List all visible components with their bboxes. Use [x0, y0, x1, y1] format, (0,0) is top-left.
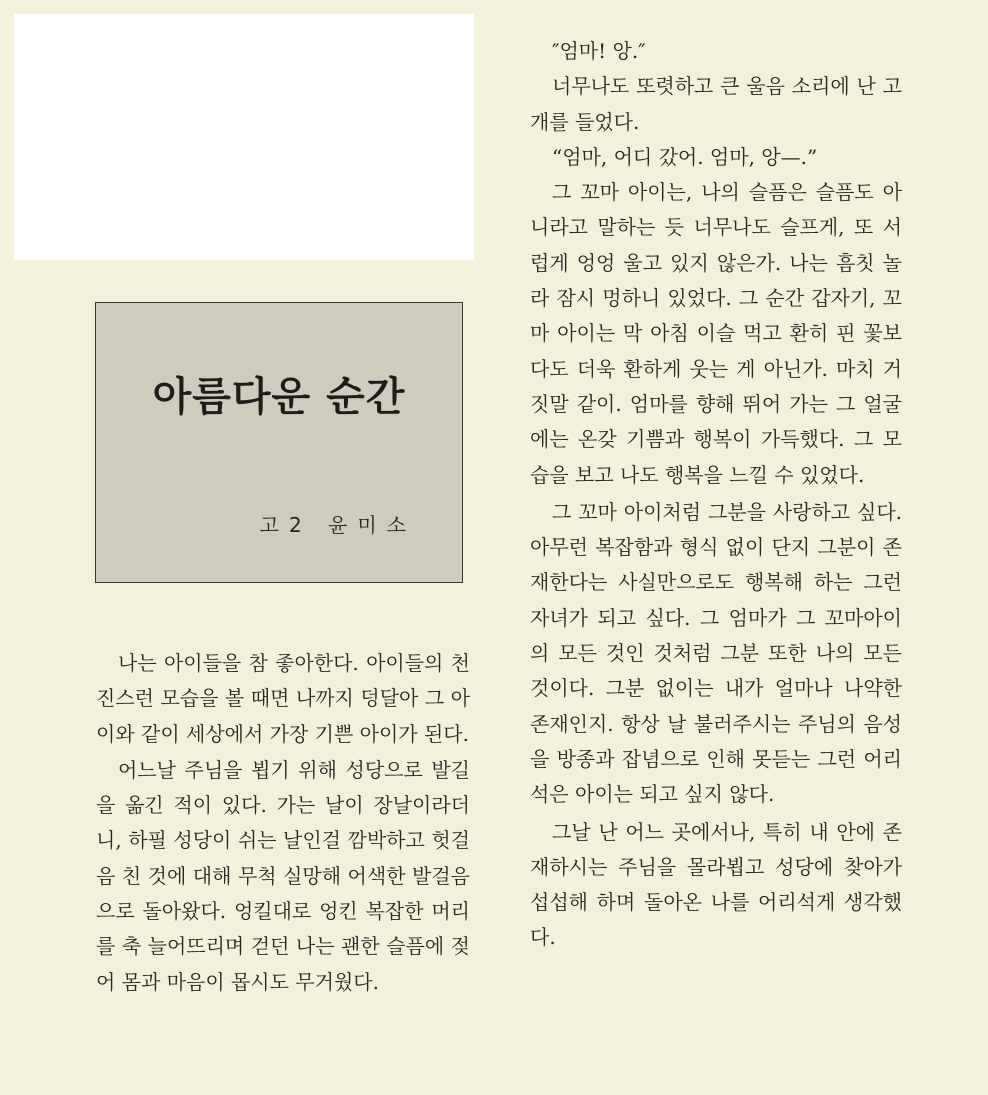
- paragraph: 너무나도 또렷하고 큰 울음 소리에 난 고개를 들었다.: [530, 74, 902, 134]
- paragraph: “엄마, 어디 갔어. 엄마, 앙—.”: [552, 144, 818, 169]
- paragraph: 어느날 주님을 뵙기 위해 성당으로 발길을 옮긴 적이 있다. 가는 날이 장날이라더니, 하필 성당이 쉬는 날인걸 깜박하고 헛걸음 친 것에 대해 무척 실망해 어색한 발걸음으로 돌아왔다. 엉킬대로 엉킨 복잡한 머리를 축 늘어뜨리며 걷던 나는 괜한 슬픔에 젖어 몸과 마음이 몹시도 무거웠다.: [96, 757, 470, 994]
- paragraph: 그날 난 어느 곳에서나, 특히 내 안에 존재하시는 주님을 몰라뵙고 성당에 찾아가 섭섭해 하며 돌아온 나를 어리석게 생각했다.: [530, 819, 902, 950]
- paragraph: 나는 아이들을 참 좋아한다. 아이들의 천진스런 모습을 볼 때면 나까지 덩달아 그 아이와 같이 세상에서 가장 기쁜 아이가 된다.: [96, 651, 470, 746]
- right-text-column: [530, 34, 902, 956]
- blank-image-area: [14, 14, 474, 260]
- left-text-column: [96, 646, 470, 1000]
- paragraph: 그 꼬마 아이는, 나의 슬픔은 슬픔도 아니라고 말하는 듯 너무나도 슬프게, 또 서럽게 엉엉 울고 있지 않은가. 나는 흠칫 놀라 잠시 멍하니 있었다. 그 순간 갑자기, 꼬마 아이는 막 아침 이슬 먹고 환히 핀 꽃보다도 더욱 환하게 웃는 게 아닌가. 마치 거짓말 같이. 엄마를 향해 뛰어 가는 그 얼굴에는 온갖 기쁨과 행복이 가득했다. 그 모습을 보고 나도 행복을 느낄 수 있었다.: [530, 180, 902, 487]
- author-byline: 고2 윤미소: [259, 513, 416, 537]
- paragraph: 그 꼬마 아이처럼 그분을 사랑하고 싶다. 아무런 복잡함과 형식 없이 단지 그분이 존재한다는 사실만으로도 행복해 하는 그런 자녀가 되고 싶다. 그 엄마가 그 꼬마아이의 모든 것인 것처럼 그분 또한 나의 모든 것이다. 그분 없이는 내가 얼마나 나약한 존재인지. 항상 날 불러주시는 주님의 음성을 방종과 잡념으로 인해 못듣는 그런 어리석은 아이는 되고 싶지 않다.: [530, 499, 902, 807]
- article-title: 아름다운 순간: [152, 374, 406, 420]
- paragraph: ″엄마! 앙.″: [552, 39, 646, 63]
- title-box: [95, 302, 463, 583]
